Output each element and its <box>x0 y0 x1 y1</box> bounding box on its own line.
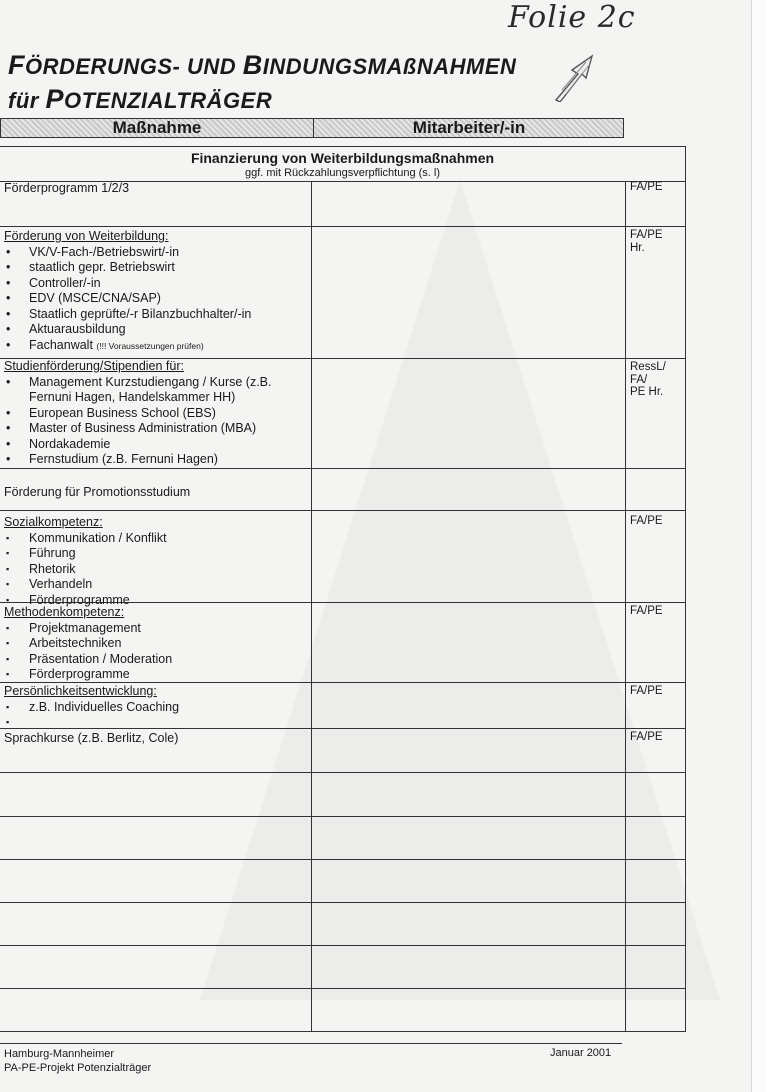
list-item: • Nordakademie <box>4 437 304 453</box>
empty-row <box>0 903 685 946</box>
title-rest: INDUNGSMAßNAHMEN <box>262 54 517 79</box>
measure-cell <box>4 684 304 731</box>
empty-row <box>0 773 685 817</box>
page-title-line2 <box>8 84 272 115</box>
responsible-cell: FA/PE Hr. <box>630 229 663 254</box>
title-cap: P <box>45 84 64 114</box>
list-item: ▪ Verhandeln <box>4 577 304 593</box>
list-item: ▪ Arbeitstechniken <box>4 636 304 652</box>
list-item: • European Business School (EBS) <box>4 406 304 422</box>
responsible-cell: FA/PE <box>630 181 663 193</box>
list-item: ▪ Rhetorik <box>4 562 304 578</box>
footer-divider <box>0 1043 622 1044</box>
measures-table <box>0 146 686 1032</box>
row-heading: Sozialkompetenz: <box>4 515 103 529</box>
responsible-cell: FA/PE <box>630 731 663 743</box>
table-row <box>0 511 685 607</box>
table-header <box>0 118 624 138</box>
title-cap: B <box>242 50 263 80</box>
title-cap: F <box>8 50 25 80</box>
header-massnahme: Maßnahme <box>1 119 314 137</box>
row-heading: Studienförderung/Stipendien für: <box>4 359 184 373</box>
row-heading: Methodenkompetenz: <box>4 605 125 619</box>
title-prefix: für <box>8 88 46 113</box>
arrow-logo-icon <box>548 30 598 102</box>
measure-cell <box>4 485 304 501</box>
list-item: ▪ Förderprogramme <box>4 593 304 609</box>
list-item: • Master of Business Administration (MBA) <box>4 421 304 437</box>
measure-cell <box>4 515 304 608</box>
list-item: • Aktuarausbildung <box>4 322 304 338</box>
section-title: Finanzierung von Weiterbildungsmaßnahmen <box>190 150 495 166</box>
row-heading: Persönlichkeitsentwicklung: <box>4 684 157 698</box>
table-row <box>0 603 685 683</box>
list-item: ▪ Förderprogramme <box>4 667 304 683</box>
list-item: ▪ z.B. Individuelles Coaching <box>4 700 304 716</box>
list-item <box>4 338 304 355</box>
list-item: • Management Kurzstudiengang / Kurse (z.B. Fernuni Hagen, Handelskammer HH) <box>4 375 304 406</box>
list-item: • Fernstudium (z.B. Fernuni Hagen) <box>4 452 304 468</box>
handwritten-note: Folie 2c <box>508 0 636 35</box>
title-rest: OTENZIALTRÄGER <box>63 88 273 113</box>
responsible-cell: FA/PE <box>630 515 663 527</box>
page-edge <box>751 0 766 1092</box>
empty-row <box>0 946 685 989</box>
row-heading: Förderprogramm 1/2/3 <box>4 181 130 195</box>
item-text: Fachanwalt <box>29 337 97 352</box>
responsible-cell: FA/PE <box>630 605 663 617</box>
footer-date: Januar 2001 <box>550 1047 612 1059</box>
page-title-line1 <box>8 50 516 81</box>
responsible-cell: RessL/ FA/ PE Hr. <box>630 361 666 398</box>
measure-cell <box>4 229 304 354</box>
responsible-cell: FA/PE <box>630 685 663 697</box>
list-item: ▪ Kommunikation / Konflikt <box>4 531 304 547</box>
table-row <box>0 469 685 511</box>
table-row <box>0 227 685 359</box>
measure-cell <box>4 605 304 683</box>
title-rest: ÖRDERUNGS- UND <box>25 54 243 79</box>
list-item: • staatlich gepr. Betriebswirt <box>4 260 304 276</box>
item-note: (!!! Voraussetzungen prüfen) <box>96 340 204 351</box>
footer-project: PA-PE-Projekt Potenzialträger <box>4 1062 152 1074</box>
measure-cell <box>4 359 304 468</box>
list-item: • Controller/-in <box>4 276 304 292</box>
empty-row <box>0 817 685 860</box>
table-row <box>0 181 685 227</box>
section-subtitle: ggf. mit Rückzahlungsverpflichtung (s. l) <box>244 167 441 179</box>
row-heading: Sprachkurse (z.B. Berlitz, Cole) <box>4 731 179 745</box>
row-heading: Förderung von Weiterbildung: <box>4 229 169 243</box>
list-item: • Staatlich geprüfte/-r Bilanzbuchhalter/-in <box>4 307 304 323</box>
section-header <box>0 147 685 182</box>
empty-row <box>0 860 685 903</box>
footer-company: Hamburg-Mannheimer <box>4 1048 115 1060</box>
measure-cell <box>4 181 304 197</box>
list-item: • VK/V-Fach-/Betriebswirt/-in <box>4 245 304 261</box>
list-item: ▪ Projektmanagement <box>4 621 304 637</box>
header-mitarbeiter: Mitarbeiter/-in <box>412 118 526 137</box>
table-row <box>0 359 685 469</box>
table-row <box>0 683 685 729</box>
list-item: ▪ Präsentation / Moderation <box>4 652 304 668</box>
footer-left <box>4 1047 151 1075</box>
table-row <box>0 729 685 773</box>
list-item: • EDV (MSCE/CNA/SAP) <box>4 291 304 307</box>
measure-cell <box>4 731 304 747</box>
row-heading: Förderung für Promotionsstudium <box>4 485 191 499</box>
list-item: ▪ Führung <box>4 546 304 562</box>
